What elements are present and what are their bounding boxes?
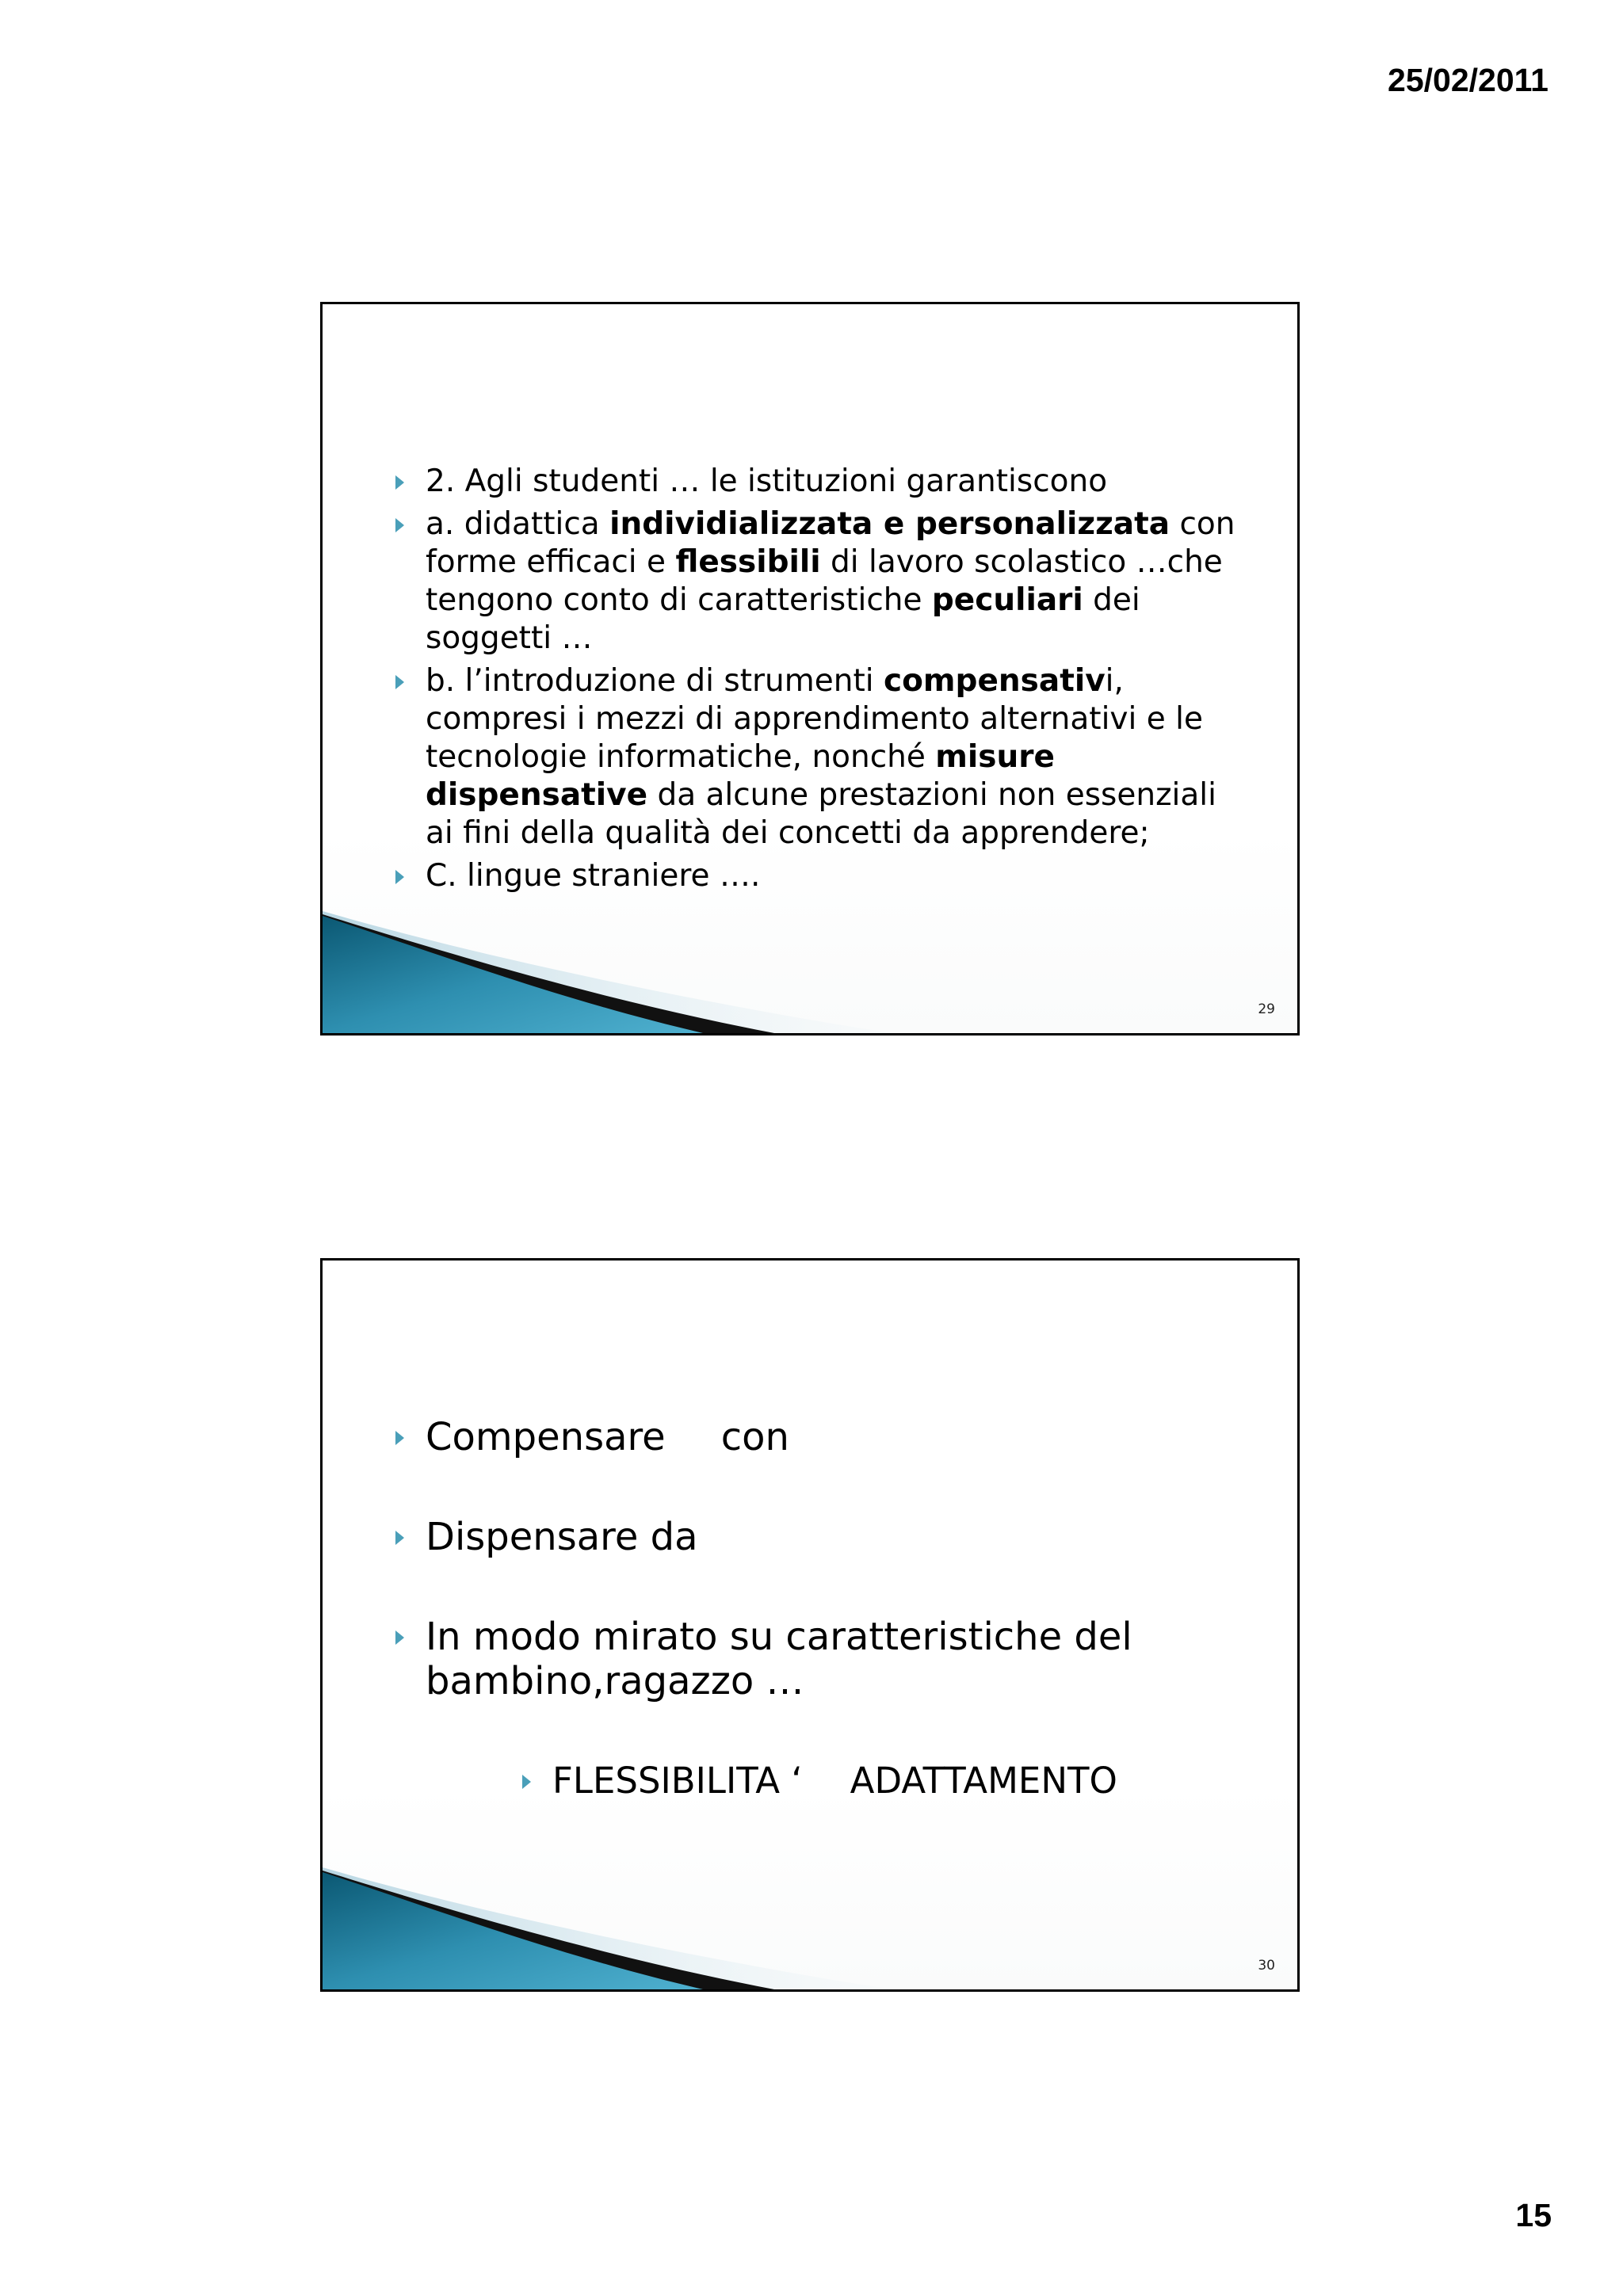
bullet-text: con <box>720 1415 789 1459</box>
triangle-bullet-icon <box>395 870 404 884</box>
bullet-text: a. didattica <box>426 506 610 542</box>
page-date: 25/02/2011 <box>1388 62 1549 98</box>
slide-number: 30 <box>1258 1958 1275 1974</box>
bullet-text: con forme efficaci e <box>426 506 1235 580</box>
bullet-text: Compensare <box>426 1415 666 1459</box>
triangle-bullet-icon <box>395 1630 404 1645</box>
bullet-item <box>394 463 1250 501</box>
slide-30 <box>320 1258 1300 1992</box>
slide-number: 29 <box>1258 1001 1275 1017</box>
triangle-bullet-icon <box>522 1775 531 1789</box>
bullet-text: da alcune prestazioni non essenziali ai fini della qualità dei concetti da apprendere; <box>426 777 1216 851</box>
triangle-bullet-icon <box>395 518 404 532</box>
bullet-text: b. l’introduzione di strumenti <box>426 663 884 699</box>
bullet-text: ADATTAMENTO <box>850 1760 1117 1802</box>
bullet-item <box>394 505 1250 658</box>
bullet-item <box>394 857 1250 895</box>
triangle-bullet-icon <box>395 675 404 689</box>
bullet-text: In modo mirato su caratteristiche del bambino,ragazzo … <box>426 1615 1132 1703</box>
bullet-text: 2. Agli studenti … le istituzioni garantiscono <box>426 463 1108 499</box>
bold-term: misure dispensative <box>426 739 1055 813</box>
bold-term: peculiari <box>931 582 1083 618</box>
bullet-text: FLESSIBILITA ‘ <box>552 1760 803 1802</box>
bullet-item <box>394 1615 1250 1703</box>
bullet-text: di lavoro scolastico …che tengono conto di caratteristiche <box>426 544 1223 618</box>
bullet-item <box>394 1415 1250 1459</box>
triangle-bullet-icon <box>395 475 404 490</box>
bullet-text: C. lingue straniere …. <box>426 858 761 894</box>
bold-term: individializzata e personalizzata <box>609 506 1170 542</box>
bold-term: flessibili <box>675 544 821 580</box>
bullet-text: dei soggetti … <box>426 582 1140 656</box>
triangle-bullet-icon <box>395 1531 404 1545</box>
sub-bullet-item <box>521 1759 1250 1803</box>
bullet-text: Dispensare da <box>426 1515 698 1559</box>
bullet-text: i, compresi i mezzi di apprendimento alternativi e le tecnologie informatiche, nonché <box>426 663 1203 775</box>
triangle-bullet-icon <box>395 1431 404 1445</box>
bold-term: compensativ <box>884 663 1106 699</box>
bullet-item <box>394 662 1250 852</box>
slide-29-bullet-list <box>394 463 1250 900</box>
page-number: 15 <box>1515 2197 1552 2233</box>
slide-29 <box>320 302 1300 1035</box>
slide-30-bullet-list <box>394 1415 1250 1859</box>
slide-swoosh-decoration <box>323 906 1300 1033</box>
slide-swoosh-decoration <box>323 1863 1300 1989</box>
bullet-item <box>394 1515 1250 1559</box>
